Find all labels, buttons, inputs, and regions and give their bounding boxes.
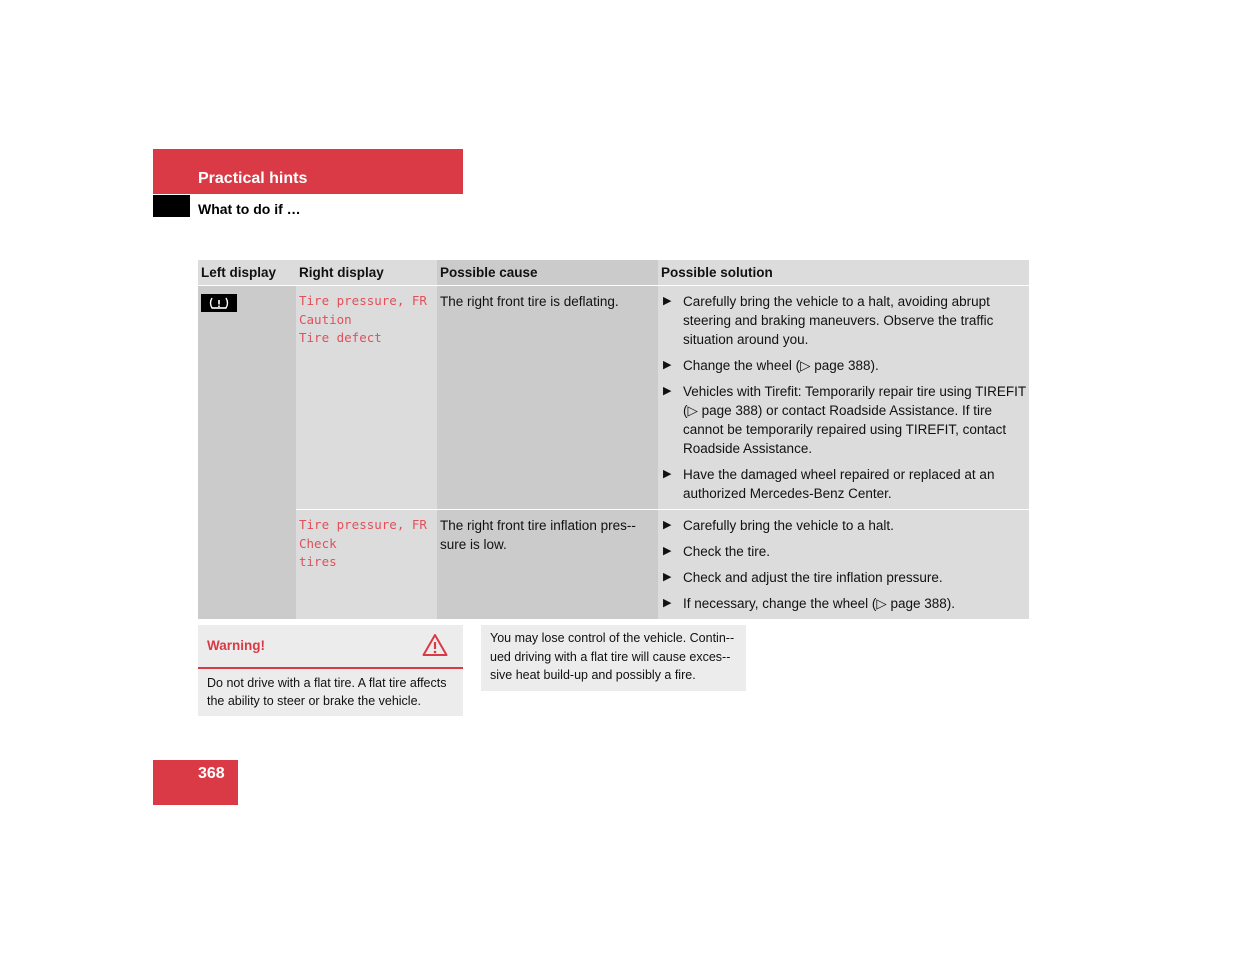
column-header: Possible solution [658,260,1029,286]
bullet-arrow-icon: ▶ [663,597,672,609]
display-message-line: Tire defect [299,330,382,345]
list-item: ▶ Vehicles with Tirefit: Temporarily repair tire using TIREFIT (▷ page 388) or contact Roadside Assistance. If tire cannot be temporarily repaired using TIREFIT, contact Roadside Assistance. [663,384,1026,456]
list-item: ▶ Change the wheel (▷ page 388). [663,358,879,373]
list-item: ▶ Carefully bring the vehicle to a halt. [663,518,894,533]
page-number: 368 [198,765,225,782]
column-header: Right display [296,260,437,286]
column-header: Left display [198,260,296,286]
warning-title: Warning! [207,638,265,653]
bullet-arrow-icon: ▶ [663,295,672,307]
warning-text: Do not drive with a flat tire. A flat tire affects the ability to steer or brake the vehicle. [207,676,447,708]
subsection-marker [153,195,190,217]
list-item: ▶ If necessary, change the wheel (▷ page 388). [663,596,956,611]
right-display-cell [296,286,437,510]
bullet-arrow-icon: ▶ [663,519,672,531]
possible-cause-cell: The right front tire is deflating. [437,286,658,510]
section-title: Practical hints [198,170,308,187]
list-item: ▶ Check the tire. [663,544,771,559]
possible-solution-cell [658,510,1029,620]
display-message-line: Caution [299,311,352,327]
table-row [198,510,1029,620]
message-table [198,260,1029,619]
warning-header [198,625,463,669]
bullet-arrow-icon: ▶ [663,359,672,371]
warning-continued-text: You may lose control of the vehicle. Contin-ued driving with a flat tire will cause exces-sive heat build-up and possibly a fire. [490,631,735,682]
warning-continued-box [481,625,746,691]
display-message-line: Tire pressure, FR [299,293,427,308]
bullet-arrow-icon: ▶ [663,571,672,583]
display-message-line: Tire pressure, FR [299,517,427,532]
list-item: ▶ Carefully bring the vehicle to a halt, avoiding abrupt steering and braking maneuvers. Observe the traffic situation around you. [663,294,994,347]
warning-triangle-icon [422,633,448,662]
right-display-cell [296,510,437,620]
possible-solution-cell [658,286,1029,510]
column-header: Possible cause [437,260,658,286]
bullet-arrow-icon: ▶ [663,468,672,480]
table-row [198,286,1029,510]
list-item: ▶ Check and adjust the tire inflation pressure. [663,570,943,585]
display-message-line: Check [299,535,337,551]
display-message-line: tires [299,554,337,569]
tire-pressure-warning-icon [201,294,237,312]
possible-cause-cell: The right front tire inflation pres-sure is low. [437,510,658,620]
table-header-row [198,260,1029,286]
bullet-arrow-icon: ▶ [663,385,672,397]
left-display-cell [198,286,296,620]
subsection-title: What to do if … [198,201,301,217]
warning-box [198,625,463,716]
list-item: ▶ Have the damaged wheel repaired or replaced at an authorized Mercedes-Benz Center. [663,467,995,501]
page-number-tab [153,760,238,805]
bullet-arrow-icon: ▶ [663,545,672,557]
